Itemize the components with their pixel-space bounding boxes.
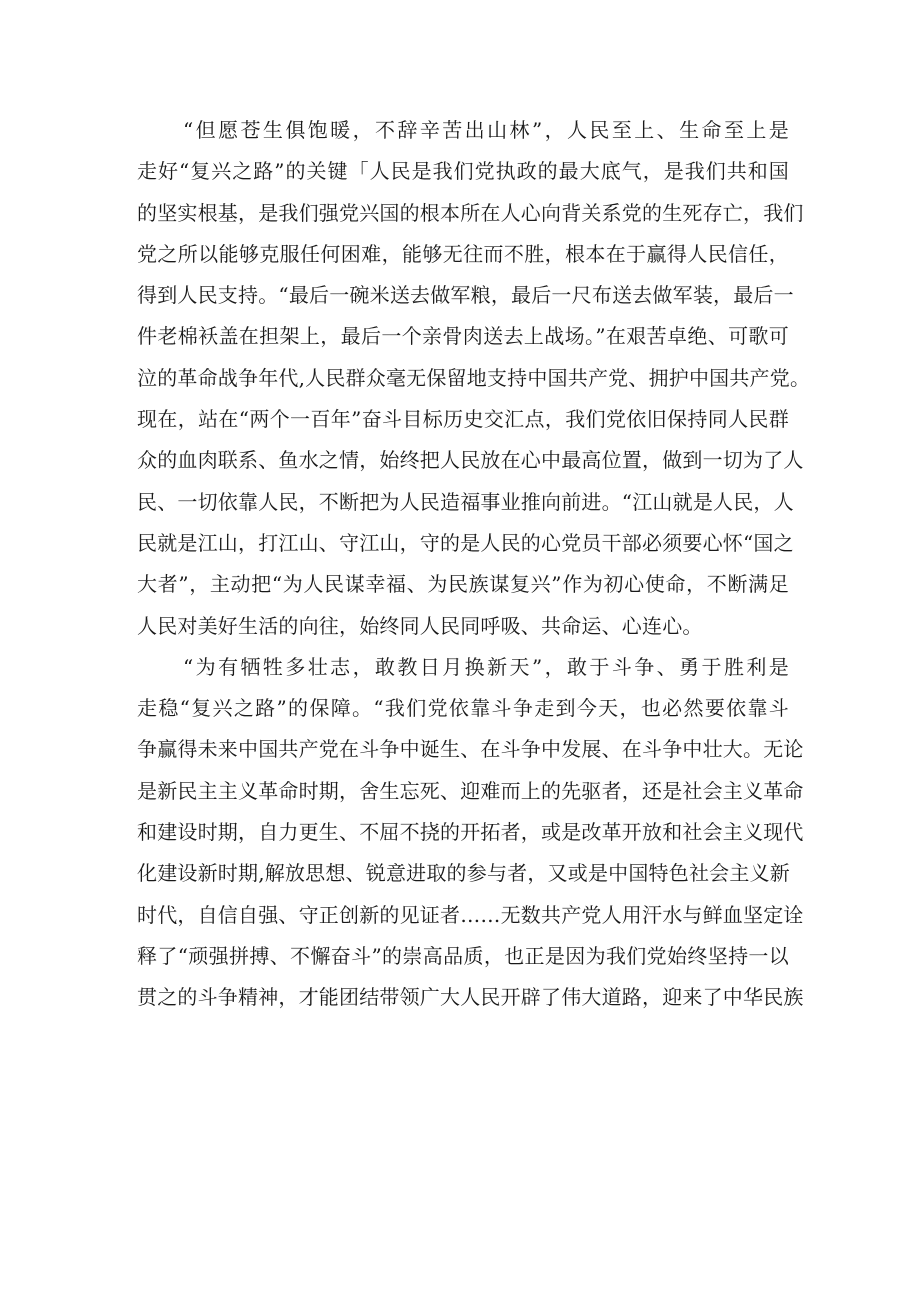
paragraph-1-line-13: 人民对美好生活的向往，始终同人民同呼吸、共命运、心连心。 bbox=[137, 613, 703, 638]
body-text bbox=[137, 110, 811, 1019]
paragraph-1-line-3: 的坚实根基，是我们强党兴国的根本所在人心向背关系党的生死存亡，我们 bbox=[137, 200, 804, 225]
paragraph-1-line-5: 得到人民支持。“最后一碗米送去做军粮，最后一尺布送去做军装，最后一 bbox=[137, 283, 794, 308]
paragraph-1-line-6: 件老棉袄盖在担架上，最后一个亲骨肉送去上战场。”在艰苦卓绝、可歌可 bbox=[137, 324, 789, 349]
paragraph-1-line-11: 民就是江山，打江山、守江山，守的是人民的心党员干部必须要心怀“国之 bbox=[137, 530, 794, 555]
paragraph-2-line-6: 化建设新时期,解放思想、锐意进取的参与者，又或是中国特色社会主义新 bbox=[137, 861, 790, 886]
paragraph-2-line-8: 释了“顽强拼搏、不懈奋斗”的崇高品质，也正是因为我们党始终坚持一以 bbox=[137, 943, 789, 968]
paragraph-2-line-2: 走稳“复兴之路”的保障。“我们党依靠斗争走到今天，也必然要依靠斗 bbox=[137, 696, 789, 721]
paragraph-1-line-9: 众的血肉联系、鱼水之情，始终把人民放在心中最高位置，做到一切为了人 bbox=[137, 448, 804, 473]
paragraph-1-line-1: “但愿苍生俱饱暖，不辞辛苦出山林”，人民至上、生命至上是 bbox=[183, 118, 789, 142]
paragraph-2-line-5: 和建设时期，自力更生、不屈不挠的开拓者，或是改革开放和社会主义现代 bbox=[137, 820, 804, 845]
paragraph-1-line-7: 泣的革命战争年代,人民群众毫无保留地支持中国共产党、拥护中国共产党。 bbox=[137, 365, 811, 390]
paragraph-1-line-4: 党之所以能够克服任何困难，能够无往而不胜，根本在于赢得人民信任， bbox=[137, 241, 789, 266]
paragraph-2-line-1: “为有牺牲多壮志，敢教日月换新天”，敢于斗争、勇于胜利是 bbox=[183, 654, 789, 679]
paragraph-2-line-7: 时代，自信自强、守正创新的见证者……无数共产党人用汗水与鲜血坚定诠 bbox=[137, 902, 804, 927]
paragraph-1-line-12: 大者”，主动把“为人民谋幸福、为民族谋复兴”作为初心使命，不断满足 bbox=[137, 572, 789, 597]
paragraph-1-line-2: 走好“复兴之路”的关键「人民是我们党执政的最大底气，是我们共和国 bbox=[137, 159, 789, 184]
paragraph-1-line-10: 民、一切依靠人民，不断把为人民造福事业推向前进。“江山就是人民，人 bbox=[137, 489, 794, 514]
paragraph-2-line-9: 贯之的斗争精神，才能团结带领广大人民开辟了伟大道路，迎来了中华民族 bbox=[137, 985, 804, 1010]
paragraph-1-line-8: 现在，站在“两个一百年”奋斗目标历史交汇点，我们党依旧保持同人民群 bbox=[137, 407, 789, 432]
paragraph-2-line-3: 争赢得未来中国共产党在斗争中诞生、在斗争中发展、在斗争中壮大。无论 bbox=[137, 737, 804, 762]
paragraph-2-line-4: 是新民主主义革命时期，舍生忘死、迎难而上的先驱者，还是社会主义革命 bbox=[137, 778, 804, 803]
